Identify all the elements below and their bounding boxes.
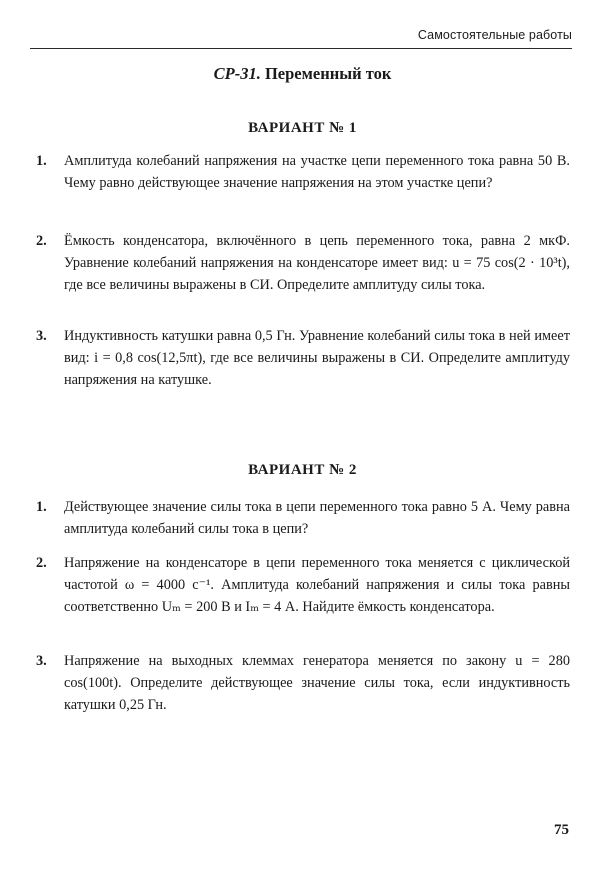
variant-2-task-1 (36, 496, 570, 540)
task-text: Напряжение на конденсаторе в цепи переменного тока меняется с циклической частотой ω = 4000 с⁻¹. Амплитуда колебаний напряжения и силы тока равны соответственно Uₘ = 200 В и Iₘ = 4 А. Найдите ёмкость конденсатора. (64, 555, 570, 615)
variant-1-task-1 (36, 150, 570, 194)
task-number: 1. (36, 499, 47, 515)
variant-2-task-3 (36, 650, 570, 716)
task-text: Индуктивность катушки равна 0,5 Гн. Уравнение колебаний силы тока в ней имеет вид: i = 0,8 cos(12,5πt), где все величины выражены в СИ. Определите амплитуду напряжения на катушке. (64, 328, 570, 388)
task-number: 3. (36, 328, 47, 344)
page-title (0, 64, 605, 84)
task-text: Напряжение на выходных клеммах генератора меняется по закону u = 280 cos(100t). Определите действующее значение силы тока, если индуктивность катушки 0,25 Гн. (64, 653, 570, 713)
running-header (30, 28, 572, 49)
variant-2-task-2 (36, 552, 570, 618)
title-name: Переменный ток (260, 64, 392, 83)
task-text: Амплитуда колебаний напряжения на участке цепи переменного тока равна 50 В. Чему равно действующее значение напряжения на этом участке цепи? (64, 153, 570, 191)
task-number: 2. (36, 233, 47, 249)
page-number: 75 (554, 822, 569, 838)
task-number: 2. (36, 555, 47, 571)
task-text: Действующее значение силы тока в цепи переменного тока равно 5 А. Чему равна амплитуда колебаний силы тока в цепи? (64, 499, 570, 537)
title-code: СР-31. (213, 64, 261, 83)
variant-1-heading: ВАРИАНТ № 1 (248, 120, 357, 136)
variant-1-task-2 (36, 230, 570, 296)
task-text: Ёмкость конденсатора, включённого в цепь переменного тока, равна 2 мкФ. Уравнение колебаний напряжения на конденсаторе имеет вид: u = 75 cos(2 · 10³t), где все величины выражены в СИ. Определите амплитуду силы тока. (64, 233, 570, 293)
task-number: 1. (36, 153, 47, 169)
task-number: 3. (36, 653, 47, 669)
header-text: Самостоятельные работы (417, 28, 572, 42)
variant-2-heading: ВАРИАНТ № 2 (248, 462, 357, 478)
variant-1-task-3 (36, 325, 570, 391)
